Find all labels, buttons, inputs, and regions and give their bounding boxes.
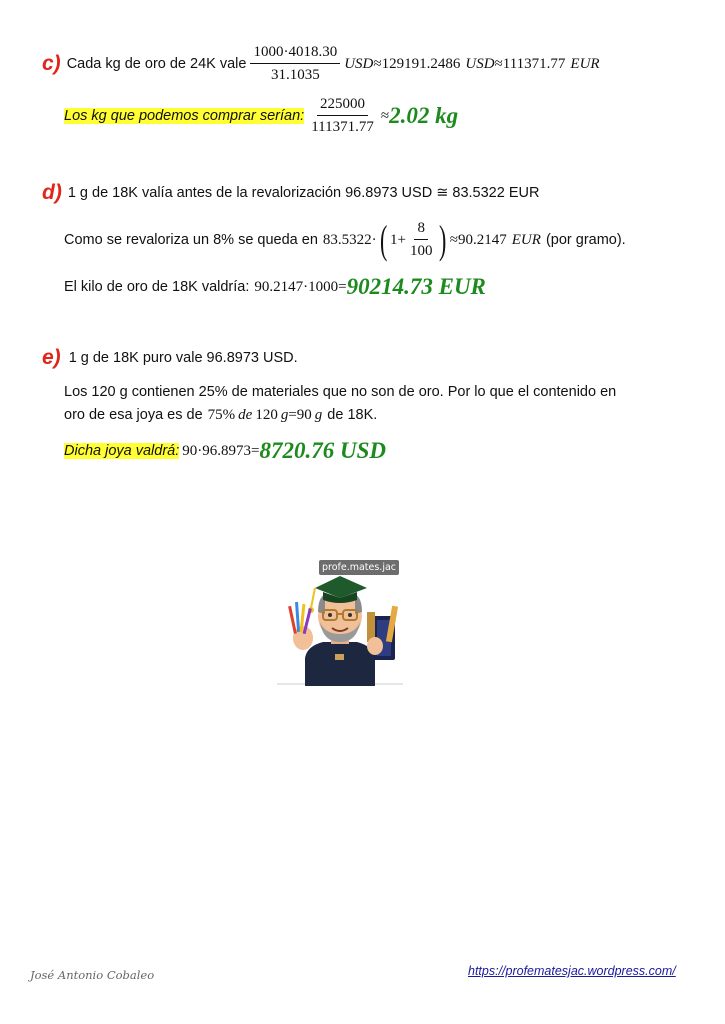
c-fraction2-denominator: 111371.77: [311, 119, 374, 135]
c-fraction-2: [308, 96, 377, 136]
d-fraction-numerator: 8: [414, 220, 428, 240]
d-result: 90214.73 EUR: [346, 274, 486, 299]
section-d-line3: [64, 272, 486, 302]
c-approx-sign: ≈: [373, 55, 382, 72]
section-label-e: e): [42, 346, 61, 369]
section-c-line1: [42, 42, 600, 86]
e-gram-unit-2: g: [314, 406, 323, 423]
d-close-paren: ): [439, 217, 447, 262]
section-d-line1: [42, 180, 539, 206]
e-percent-sign: %: [222, 406, 236, 423]
c-approx-sign-3: ≈: [380, 107, 390, 124]
c-result: 2.02 kg: [389, 103, 459, 128]
c-fraction-numerator: 1000·4018.30: [250, 44, 340, 64]
e-line3-pre: oro de esa joya es de: [64, 407, 203, 423]
section-e-line2: [64, 381, 616, 403]
d-base-value: 83.5322·: [322, 231, 377, 248]
e-line3-post: de 18K.: [327, 407, 378, 423]
c-approx-sign-2: ≈: [494, 55, 503, 72]
e-highlight-text: Dicha joya valdrá:: [64, 443, 180, 459]
c-fraction-denominator: 31.1035: [270, 67, 320, 83]
teacher-avatar-illustration: [275, 558, 405, 688]
e-line2-text: Los 120 g contienen 25% de materiales que no son de oro. Por lo que el contenido en: [64, 384, 617, 400]
e-percent-value: 75: [207, 406, 223, 423]
d-fraction-denominator: 100: [409, 243, 433, 259]
c-eur-unit: EUR: [570, 55, 600, 72]
c-fraction: [250, 44, 340, 84]
section-d-line2: [64, 218, 626, 262]
e-expression: 90·96.8973=: [182, 442, 260, 459]
c-usd-value: 129191.2486: [381, 55, 461, 72]
d-line2-text: Como se revaloriza un 8% se queda en: [64, 232, 318, 248]
section-c-line2: [64, 96, 458, 136]
c-usd-unit: USD: [344, 55, 374, 72]
e-de-word: de: [238, 406, 253, 423]
e-result: 8720.76 USD: [259, 438, 386, 463]
d-open-paren: (: [379, 217, 387, 262]
d-line3-text: El kilo de oro de 18K valdría:: [64, 279, 250, 295]
d-one-plus: 1+: [389, 231, 406, 248]
c-intro-text: Cada kg de oro de 24K vale: [66, 56, 247, 72]
section-e-line4: [64, 436, 386, 466]
e-amount: 120: [255, 406, 278, 423]
section-e-line1: [42, 345, 298, 371]
c-eur-value: 111371.77: [502, 55, 566, 72]
c-highlight-text: Los kg que podemos comprar serían:: [64, 108, 305, 124]
section-label-d: d): [42, 181, 62, 204]
d-kilo-expression: 90.2147·1000=: [254, 278, 347, 295]
d-line1-text: 1 g de 18K valía antes de la revalorización 96.8973 USD ≅ 83.5322 EUR: [67, 185, 540, 201]
c-fraction2-numerator: 225000: [317, 96, 368, 116]
d-eur-unit: EUR: [511, 231, 541, 248]
footer-author: José Antonio Cobaleo: [30, 968, 155, 982]
footer-website-link[interactable]: https://profematesjac.wordpress.com/: [468, 964, 676, 978]
e-equals-value: =90: [288, 406, 312, 423]
e-line1-text: 1 g de 18K puro vale 96.8973 USD.: [68, 350, 298, 366]
avatar-tag-text: profe.mates.jac: [321, 562, 397, 573]
d-fraction: [407, 220, 436, 260]
section-label-c: c): [42, 52, 61, 75]
section-e-line3: [64, 404, 377, 426]
e-gram-unit: g: [280, 406, 289, 423]
c-usd-unit-2: USD: [465, 55, 495, 72]
teacher-avatar: [275, 558, 405, 688]
d-approx-value: ≈90.2147: [449, 231, 507, 248]
d-per-gram: (por gramo).: [545, 232, 626, 248]
